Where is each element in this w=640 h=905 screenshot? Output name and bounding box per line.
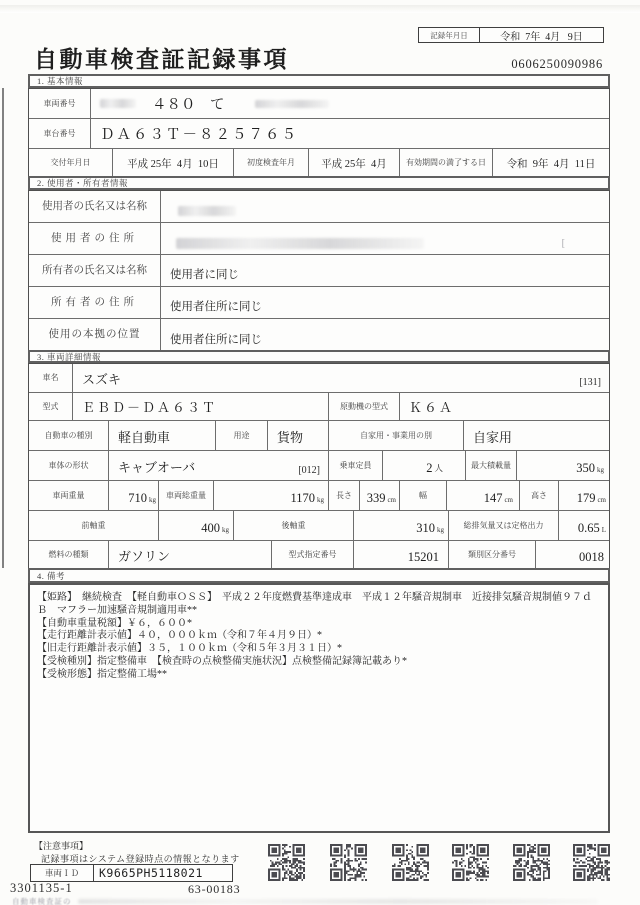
chassis-number-label: 車台番号 [29,119,91,148]
notice-title: 【注意事項】 [34,841,89,851]
remark-line: 【自動車重量税額】￥６，６００* [37,617,192,629]
table-row-fuel [29,541,609,569]
redaction-smudge [178,206,236,216]
record-date-label: 記録年月日 [419,28,480,42]
cut-off-text-line [12,896,632,905]
illegible-text-smudge [78,899,598,904]
expiry-value: 令和 9年 4月 11日 [506,158,596,170]
class-number-label: 類別区分番号 [449,541,536,569]
table-row-user-address [29,223,609,255]
length-number: 339 [366,491,386,505]
cut-off-text-fragment: 自動車検査証の [12,897,72,905]
table-row-body-shape [29,451,609,481]
owner-name-value: 使用者に同じ [170,269,239,281]
body-shape-code: [012] [298,465,320,476]
user-address-value [161,223,609,254]
remark-line: 【受検種別】指定整備車 【検査時の点検整備実施状況】点検整備記録簿記載あり* [37,655,407,667]
type-approval-value: 15201 [354,541,449,569]
notice-text: 記録事項はシステム登録時点の情報となります [41,854,240,864]
rear-axle-number: 310 [416,521,435,535]
weight-number: 710 [128,491,147,505]
table-row-user-name [29,191,609,223]
qr-code [452,844,489,881]
weight-label: 車両重量 [29,481,109,510]
section-header-basic [28,74,610,88]
record-date-box [418,27,604,43]
issue-date-value: 平成 25年 4月 10日 [113,149,234,177]
redaction-smudge [100,99,136,108]
body-shape-label: 車体の形状 [29,451,109,480]
gross-weight-value [214,481,329,510]
weight-unit: kg [149,496,156,504]
displacement-number: 0.65 [577,521,600,535]
car-name-label: 車名 [29,364,73,392]
capacity-number: 2 [426,461,433,475]
owner-address-label: 所有者の住所 [29,287,161,318]
basic-info-table [28,88,610,178]
base-location-value: 使用者住所に同じ [170,334,262,346]
gross-weight-label: 車両総重量 [159,481,214,510]
vehicle-number-label: 車両番号 [29,89,91,118]
car-name-code: [131] [579,377,601,388]
scan-artifact-band [0,5,640,13]
engine-model-label: 原動機の型式 [329,393,400,420]
front-axle-label: 前軸重 [29,511,159,540]
displacement-label: 総排気量又は定格出力 [449,511,559,540]
issue-date-label: 交付年月日 [29,149,113,177]
weight-value [109,481,159,510]
table-row-category [29,421,609,451]
vehicle-id-box [30,864,233,882]
section-title-owner: 2. 使用者・所有者情報 [37,178,129,188]
height-value [559,481,609,510]
vehicle-id-value: K9665PH5118021 [99,866,203,880]
owner-name-label: 所有者の氏名又は名称 [29,255,161,286]
owner-info-table [28,190,610,352]
body-shape-text: キャブオーバ [118,460,196,475]
displacement-value [559,511,609,540]
table-row-axle-weights [29,511,609,541]
fuel-label: 燃料の種類 [29,541,109,569]
section-title-remarks: 4. 備考 [37,570,66,581]
vehicle-detail-table [28,363,610,570]
model-value: ＥＢＤ－ＤＡ６３Ｔ [73,393,329,420]
qr-code [573,844,610,881]
redaction-smudge [176,238,424,249]
front-axle-value [159,511,234,540]
car-name-value [73,364,609,392]
private-use-value: 自家用 [473,430,513,445]
engine-model-value: Ｋ６Ａ [409,400,455,415]
gross-weight-number: 1170 [290,491,315,505]
expiry-label: 有効期間の満了する日 [400,149,493,177]
remark-line: 【旧走行距離計表示値】３５，１００ｋｍ（令和５年３月３１日）* [37,643,342,655]
remarks-box [28,583,610,833]
displacement-unit: L [601,526,606,534]
type-approval-label: 型式指定番号 [272,541,354,569]
model-label: 型式 [29,393,73,420]
gross-weight-unit: kg [317,496,324,504]
body-shape-value [109,451,329,480]
first-inspection-value: 平成 25年 4月 [309,149,400,177]
vehicle-number-text: ４８０ て [152,97,225,113]
height-number: 179 [576,491,596,505]
section-header-remarks [28,568,610,583]
table-row-model [29,393,609,421]
base-location-label: 使用の本拠の位置 [29,319,161,351]
category-value: 軽自動車 [109,421,216,450]
length-label: 長さ [329,481,360,510]
record-date-value: 令和 7年 4月 9日 [500,31,583,43]
height-label: 高さ [520,481,559,510]
length-value [360,481,400,510]
rear-axle-value [354,511,449,540]
max-load-value [517,451,609,480]
section-header-detail [28,350,610,363]
capacity-unit: 人 [434,463,443,473]
form-code-right: 63-00183 [188,882,241,896]
remark-line: 【受検形態】指定整備工場** [37,668,167,680]
user-name-value [161,191,609,222]
scan-artifact-bracket: [ [561,238,565,249]
page-title: 自動車検査証記録事項 [34,47,289,72]
table-row-vehicle-number [29,89,609,119]
remark-line: 【走行距離計表示値】４０，０００ｋｍ（令和７年４月９日）* [37,630,322,642]
user-name-label: 使用者の氏名又は名称 [29,191,161,222]
rear-axle-label: 後軸重 [234,511,354,540]
width-label: 幅 [400,481,447,510]
car-name-text: スズキ [82,372,122,387]
front-axle-number: 400 [201,521,220,535]
private-use-label: 自家用・事業用の別 [329,421,464,450]
section-header-owner [28,176,610,190]
category-label: 自動車の種別 [29,421,109,450]
scan-edge-line [2,88,4,568]
max-load-unit: kg [597,466,604,474]
class-number-value: 0018 [579,550,604,564]
height-unit: cm [597,496,606,504]
table-row-chassis-number [29,119,609,149]
max-load-number: 350 [576,461,595,475]
max-load-label: 最大積載量 [466,451,517,480]
remark-line: Ｂ マフラー加速騒音規制適用車** [37,604,197,616]
vehicle-id-label: 車両ＩＤ [31,865,94,881]
use-value: 貨物 [268,421,329,450]
table-row-owner-address [29,287,609,319]
front-axle-unit: kg [222,526,229,534]
form-code-left: 3301135-1 [10,881,73,895]
owner-address-value: 使用者住所に同じ [170,301,262,313]
vehicle-number-value [91,89,609,118]
qr-code [268,844,305,881]
use-label: 用途 [216,421,268,450]
width-value [447,481,520,510]
table-row-base-location [29,319,609,351]
table-row-weights-dimensions [29,481,609,511]
width-unit: cm [504,496,513,504]
remark-line: 【姫路】 継続検査 【軽自動車ＯＳＳ】 平成２２年度燃費基準達成車 平成１２年騒音規制車 近接排気騒音規制値９７ｄ [37,592,592,603]
redaction-smudge [255,100,329,108]
section-title-basic: 1. 基本情報 [37,76,84,86]
capacity-label: 乗車定員 [329,451,383,480]
user-address-label: 使用者の住所 [29,223,161,254]
qr-code [330,844,367,881]
rear-axle-unit: kg [437,526,444,534]
width-number: 147 [483,491,503,505]
table-row-car-name [29,364,609,393]
section-title-detail: 3. 車両詳細情報 [37,351,102,362]
length-unit: cm [387,496,396,504]
document-number: 0606250090986 [511,57,603,71]
first-inspection-label: 初度検査年月 [234,149,309,177]
qr-code [392,844,429,881]
table-row-dates [29,149,609,177]
chassis-number-value: ＤＡ６３Ｔ－８２５７６５ [100,127,298,143]
qr-code [513,844,550,881]
table-row-owner-name [29,255,609,287]
capacity-value [383,451,466,480]
fuel-value: ガソリン [109,541,272,569]
